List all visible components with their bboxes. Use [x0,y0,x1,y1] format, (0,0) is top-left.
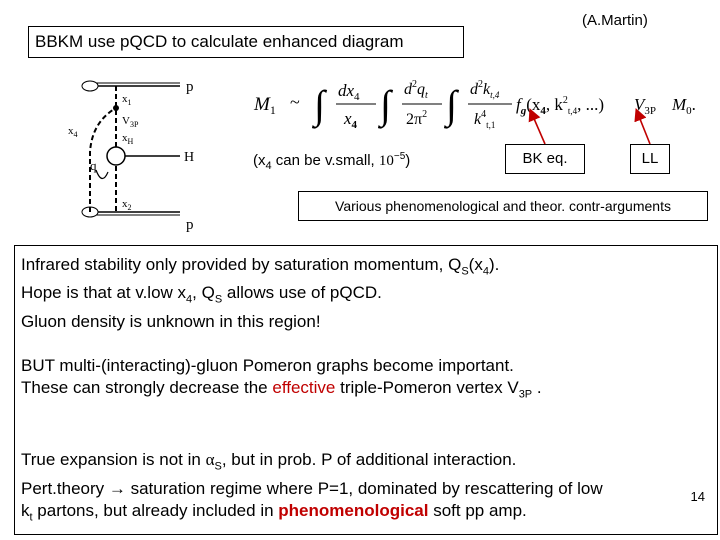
formula-kt-num: $d^2k_{t,4}$ [470,79,500,100]
line-hope: Hope is that at v.low $x_4$, $Q_S$ allows use of pQCD. [21,283,382,306]
diagram-label-q: q [90,158,97,173]
arrow-ll [638,114,650,144]
formula-fg: $f_g(x_4$, $k^2_{t,4}$, ...) [516,95,605,117]
contr-arguments-box: Various phenomenological and theor. contr-arguments [298,191,708,221]
formula-qt-num: $d^2q_t$ [404,79,428,101]
line-gluon-density: Gluon density is unknown in this region! [21,311,321,331]
author-credit: (A.Martin) [582,12,648,29]
svg-text:x4: $x_4$ [68,125,78,139]
svg-text:x2: $x_2$ [122,198,132,212]
line-pert-theory: Pert.theory → saturation regime where P=1, dominated by rescattering of low [21,478,603,498]
diagram-label-h: H [184,150,195,165]
formula-dx4-num: $dx_4$ [338,81,360,103]
formula-lhs: $M_1$ [254,94,276,117]
formula-dx4-den: $x_4$ [344,109,358,131]
formula-sim: ~ [290,92,300,112]
formula-kt-den: $k^4_{t,1}$ [474,109,496,130]
formula-v3p: $V_{3P}$ [634,95,657,117]
formula-m0: $M_0$. [672,95,696,117]
integral-sign-2: ∫ [380,82,391,127]
svg-text:xH: $x_H$ [122,132,134,146]
line-decrease: These can strongly decrease the effective triple-Pomeron vertex $V_{3P}$ . [21,377,542,401]
bk-eq-label: BK eq. [505,144,585,174]
page-number: 14 [690,489,705,504]
svg-text:V3P: $V_{3P}$ [122,115,139,129]
diagram-label-p-top: p [186,79,194,95]
formula-qt-den: $2\pi^2$ [406,109,428,128]
integral-sign-1: ∫ [314,82,325,127]
integral-sign-3: ∫ [446,82,457,127]
svg-text:x1: $x_1$ [122,93,132,107]
ll-label: LL [630,144,670,174]
line-partons: $k_t$ partons, but already included in phenomenological soft pp amp. [21,500,527,523]
slide-title: BBKM use pQCD to calculate enhanced diagram [35,32,404,51]
diagram-label-p-bottom: p [186,217,194,233]
arrow-bk [532,114,545,144]
line-but: BUT multi-(interacting)-gluon Pomeron graphs become important. [21,355,514,375]
main-text-box [14,245,718,535]
line-infrared: Infrared stability only provided by saturation momentum, $Q_S(x_4)$. [21,255,500,278]
x4-small-note: ($x_4$ can be v.small, $10^{-5}$) [253,151,411,172]
line-true-expansion: True expansion is not in $\alpha_S$, but in prob. P of additional interaction. [21,450,517,473]
